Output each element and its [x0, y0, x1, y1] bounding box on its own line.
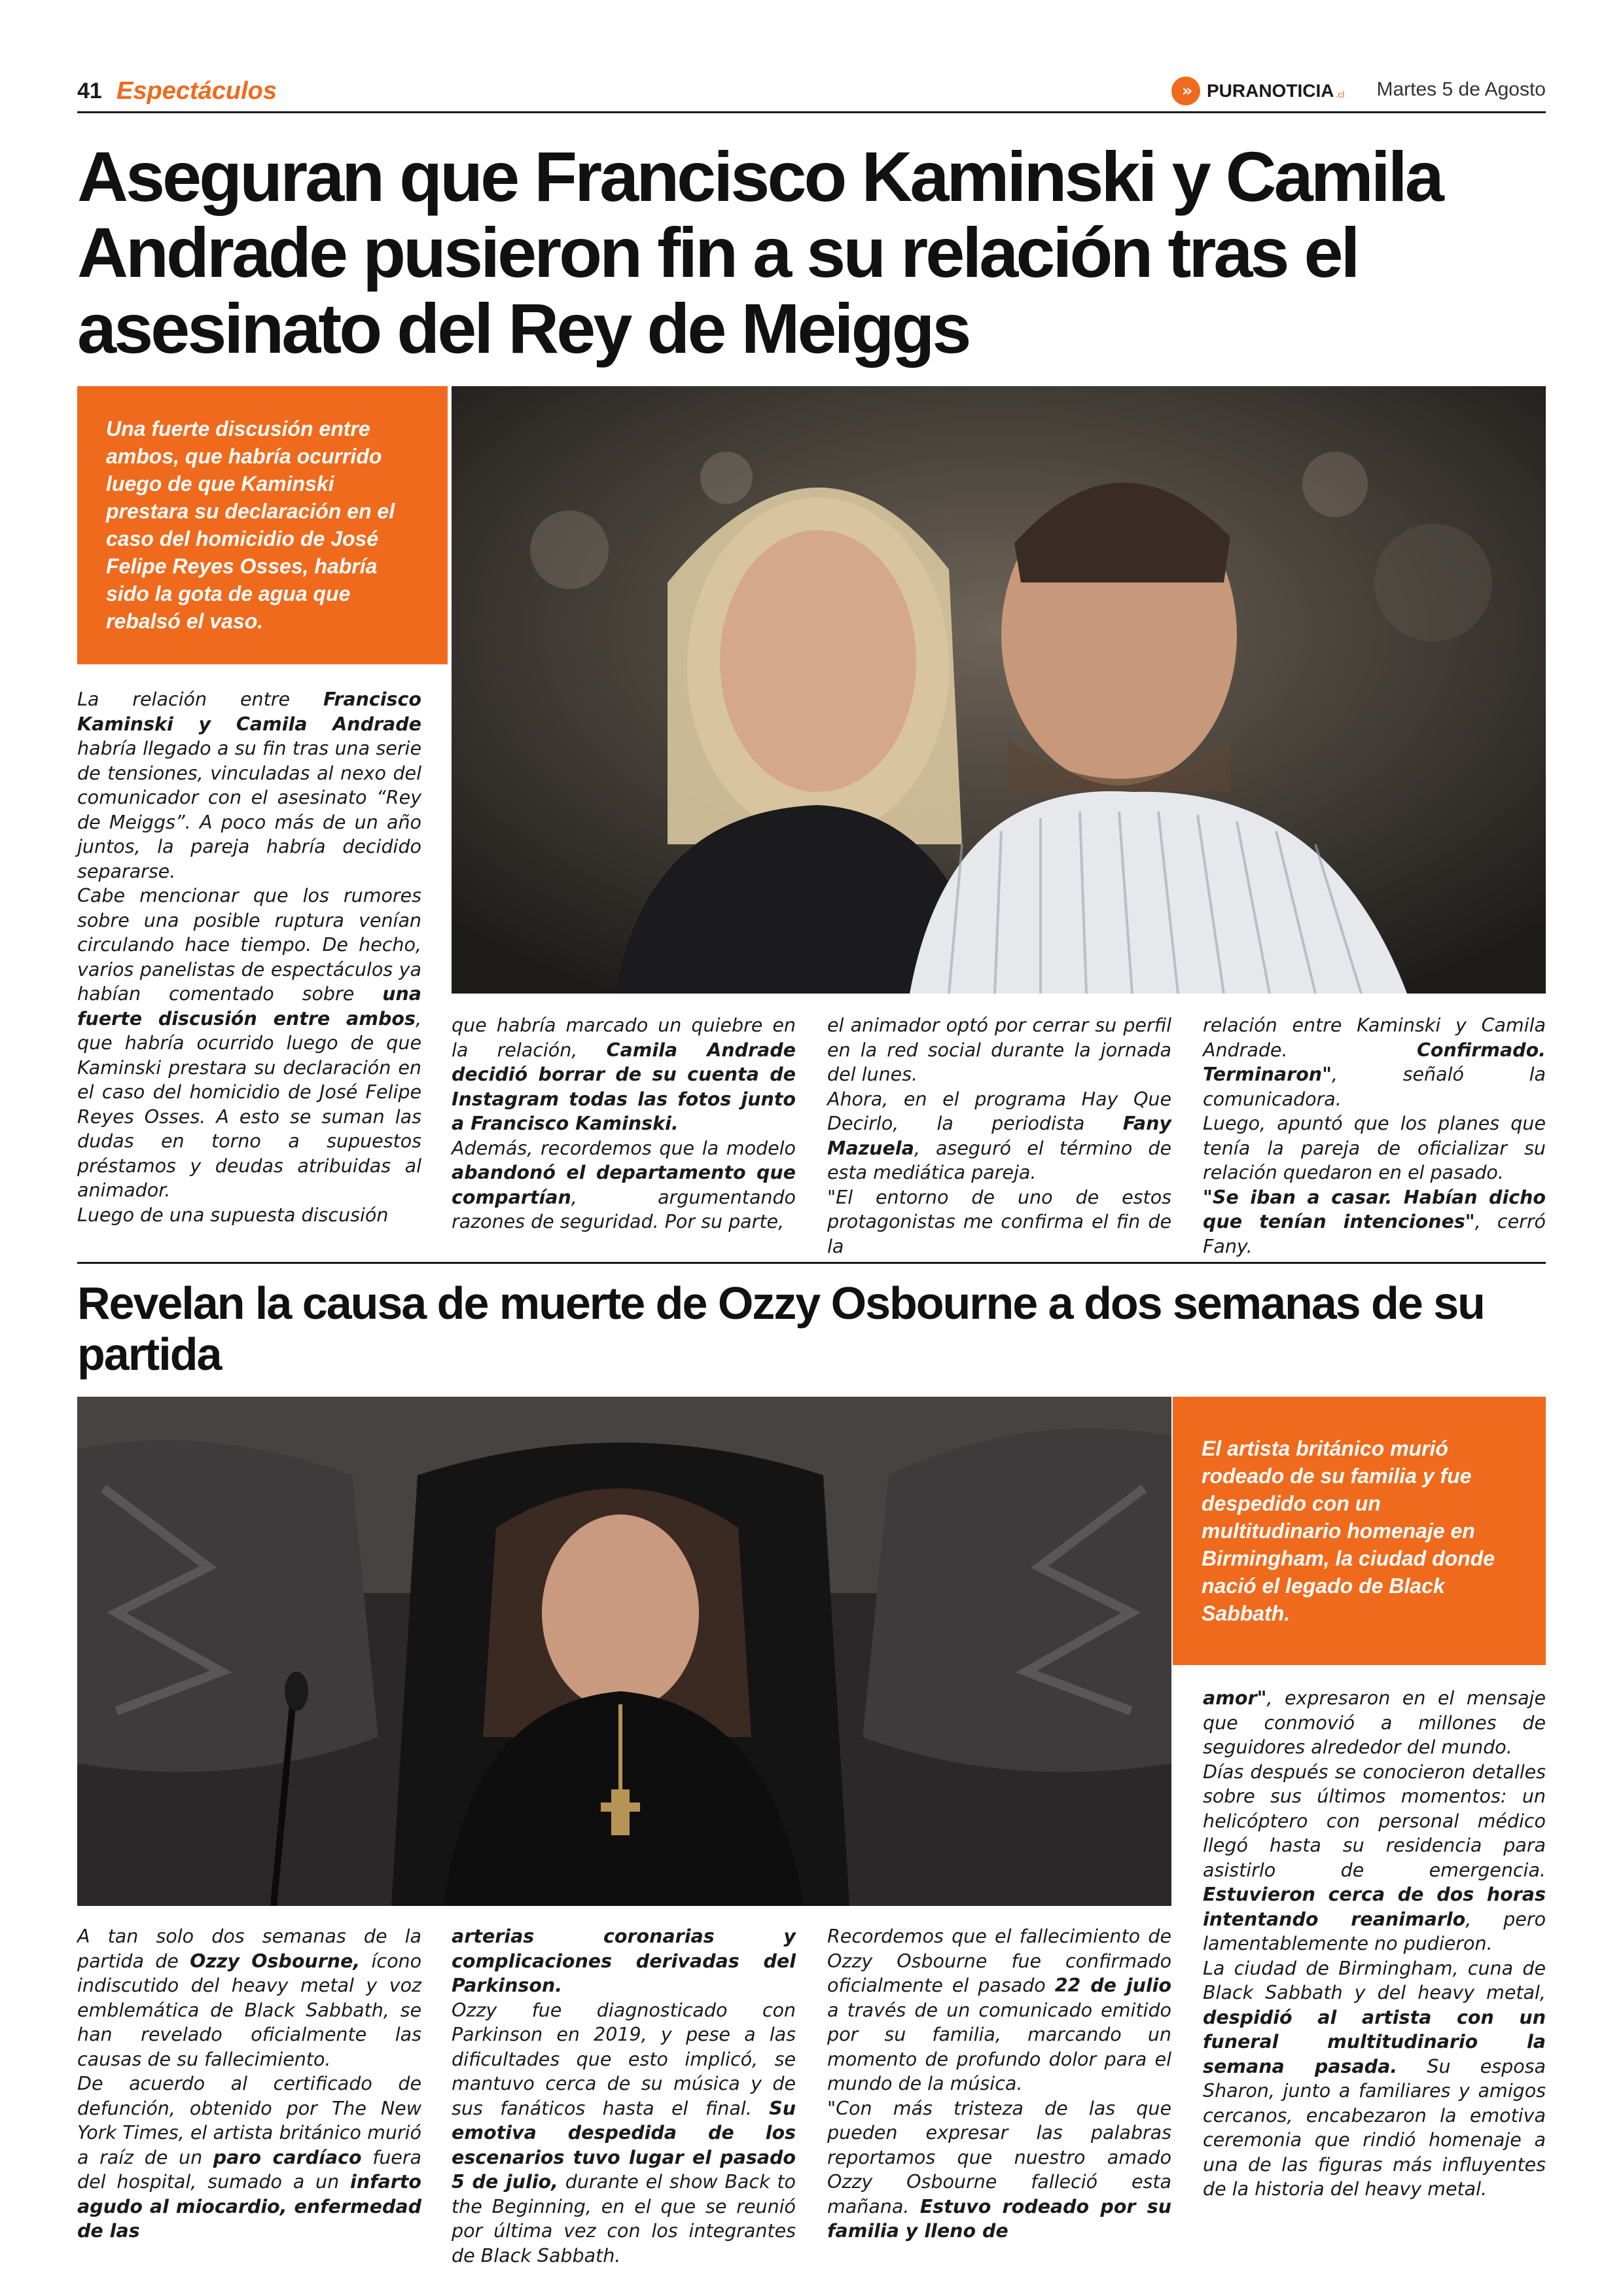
header-divider	[77, 111, 1546, 113]
brand-suffix: .cl	[1335, 89, 1345, 99]
article1-column-2: que habría marcado un quiebre en la relación, Camila Andrade decidió borrar de su cuenta de Instagram todas las fotos junto a Francisco Kaminski. Además, recordemos que la modelo abandonó el departamento que compartían, argumentando razones de seguridad. Por su parte,	[452, 1014, 796, 1232]
brand-name: PURANOTICIA	[1207, 81, 1334, 101]
article2-column-1: A tan solo dos semanas de la partida de Ozzy Osbourne, ícono indiscutido del heavy metal y voz emblemática de Black Sabbath, se han revelado oficialmente las causas de su fallecimiento. De acuerdo al certificado de defunción, obtenido por The New York Times, el artista británico murió a raíz de un paro cardíaco fuera del hospital, sumado a un infarto agudo al miocardio, enfermedad de las	[77, 1926, 422, 2242]
article1-column-4: relación entre Kaminski y Camila Andrade. Confirmado. Terminaron", señaló la comunicadora. Luego, apuntó que los planes que tenía la pareja de oficializar su relación quedaron en el pasado. "Se iban a casar. Habían dicho que tenían intenciones", cerró Fany.	[1203, 1014, 1546, 1257]
article1-headline: Aseguran que Francisco Kaminski y Camila Andrade pusieron fin a su relación tras el asesinato del Rey de Meiggs	[77, 137, 1442, 368]
article1-callout-text: Una fuerte discusión entre ambos, que habría ocurrido luego de que Kaminski prestara su declaración en el caso del homicidio de José Felipe Reyes Osses, habría sido la gota de agua que rebalsó el vaso.	[106, 417, 395, 633]
issue-date: Martes 5 de Agosto	[1376, 79, 1546, 100]
ozzy-photo-illustration	[77, 1397, 1171, 1906]
article1-callout	[77, 386, 448, 664]
article1-column-3: el animador optó por cerrar su perfil en la red social durante la jornada del lunes. Ahora, en el programa Hay Que Decirlo, la periodista Fany Mazuela, aseguró el término de esta mediática pareja. "El entorno de uno de estos protagonistas me confirma el fin de la	[827, 1014, 1171, 1257]
page-number: 41	[77, 79, 102, 103]
couple-photo-illustration	[452, 386, 1546, 994]
brand-logo	[1171, 75, 1344, 107]
article2-column-2: arterias coronarias y complicaciones derivadas del Parkinson. Ozzy fue diagnosticado con Parkinson en 2019, y pese a las dificultades que esto implicó, se mantuvo cerca de su música y de sus fanáticos hasta el final. Su emotiva despedida de los escenarios tuvo lugar el pasado 5 de julio, durante el show Back to the Beginning, en el que se reunió por última vez con los integrantes de Black Sabbath.	[452, 1926, 796, 2267]
article1-photo	[452, 386, 1546, 994]
arrows-icon: »	[1171, 77, 1200, 105]
section-title: Espectáculos	[116, 77, 277, 105]
article2-headline: Revelan la causa de muerte de Ozzy Osbourne a dos semanas de su partida	[77, 1278, 1484, 1380]
article1-column-1: La relación entre Francisco Kaminski y Camila Andrade habría llegado a su fin tras una serie de tensiones, vinculadas al nexo del comunicador con el asesinato “Rey de Meiggs”. A poco más de un año juntos, la pareja habría decidido separarse. Cabe mencionar que los rumores sobre una posible ruptura venían circulando hace tiempo. De hecho, varios panelistas de espectáculos ya habían comentado sobre una fuerte discusión entre ambos, que habría ocurrido luego de que Kaminski prestara su declaración en el caso del homicidio de José Felipe Reyes Osses. A esto se suman las dudas en torno a supuestos préstamos y deudas atribuidas al animador. Luego de una supuesta discusión	[77, 689, 421, 1226]
article2-callout-text: El artista británico murió rodeado de su familia y fue despedido con un multitudinario homenaje en Birmingham, la ciudad donde nació el legado de Black Sabbath.	[1202, 1437, 1495, 1625]
article2-photo	[77, 1397, 1171, 1906]
article2-column-4: amor", expresaron en el mensaje que conmovió a millones de seguidores alrededor del mundo. Días después se conocieron detalles sobre sus últimos momentos: un helicóptero con personal médico llegó hasta su residencia para asistirlo de emergencia. Estuvieron cerca de dos horas intentando reanimarlo, pero lamentablemente no pudieron. La ciudad de Birmingham, cuna de Black Sabbath y del heavy metal, despidió al artista con un funeral multitudinario la semana pasada. Su esposa Sharon, junto a familiares y amigos cercanos, encabezaron la emotiva ceremonia que rindió homenaje a una de las figuras más influyentes de la historia del heavy metal.	[1203, 1687, 1546, 2200]
article-divider	[77, 1262, 1546, 1264]
article2-callout	[1173, 1397, 1546, 1665]
article2-column-3: Recordemos que el fallecimiento de Ozzy Osbourne fue confirmado oficialmente el pasado 22 de julio a través de un comunicado emitido por su familia, marcando un momento de profundo dolor para el mundo de la música. "Con más tristeza de las que pueden expresar las palabras reportamos que nuestro amado Ozzy Osbourne falleció esta mañana. Estuvo rodeado por su familia y lleno de	[827, 1926, 1171, 2242]
